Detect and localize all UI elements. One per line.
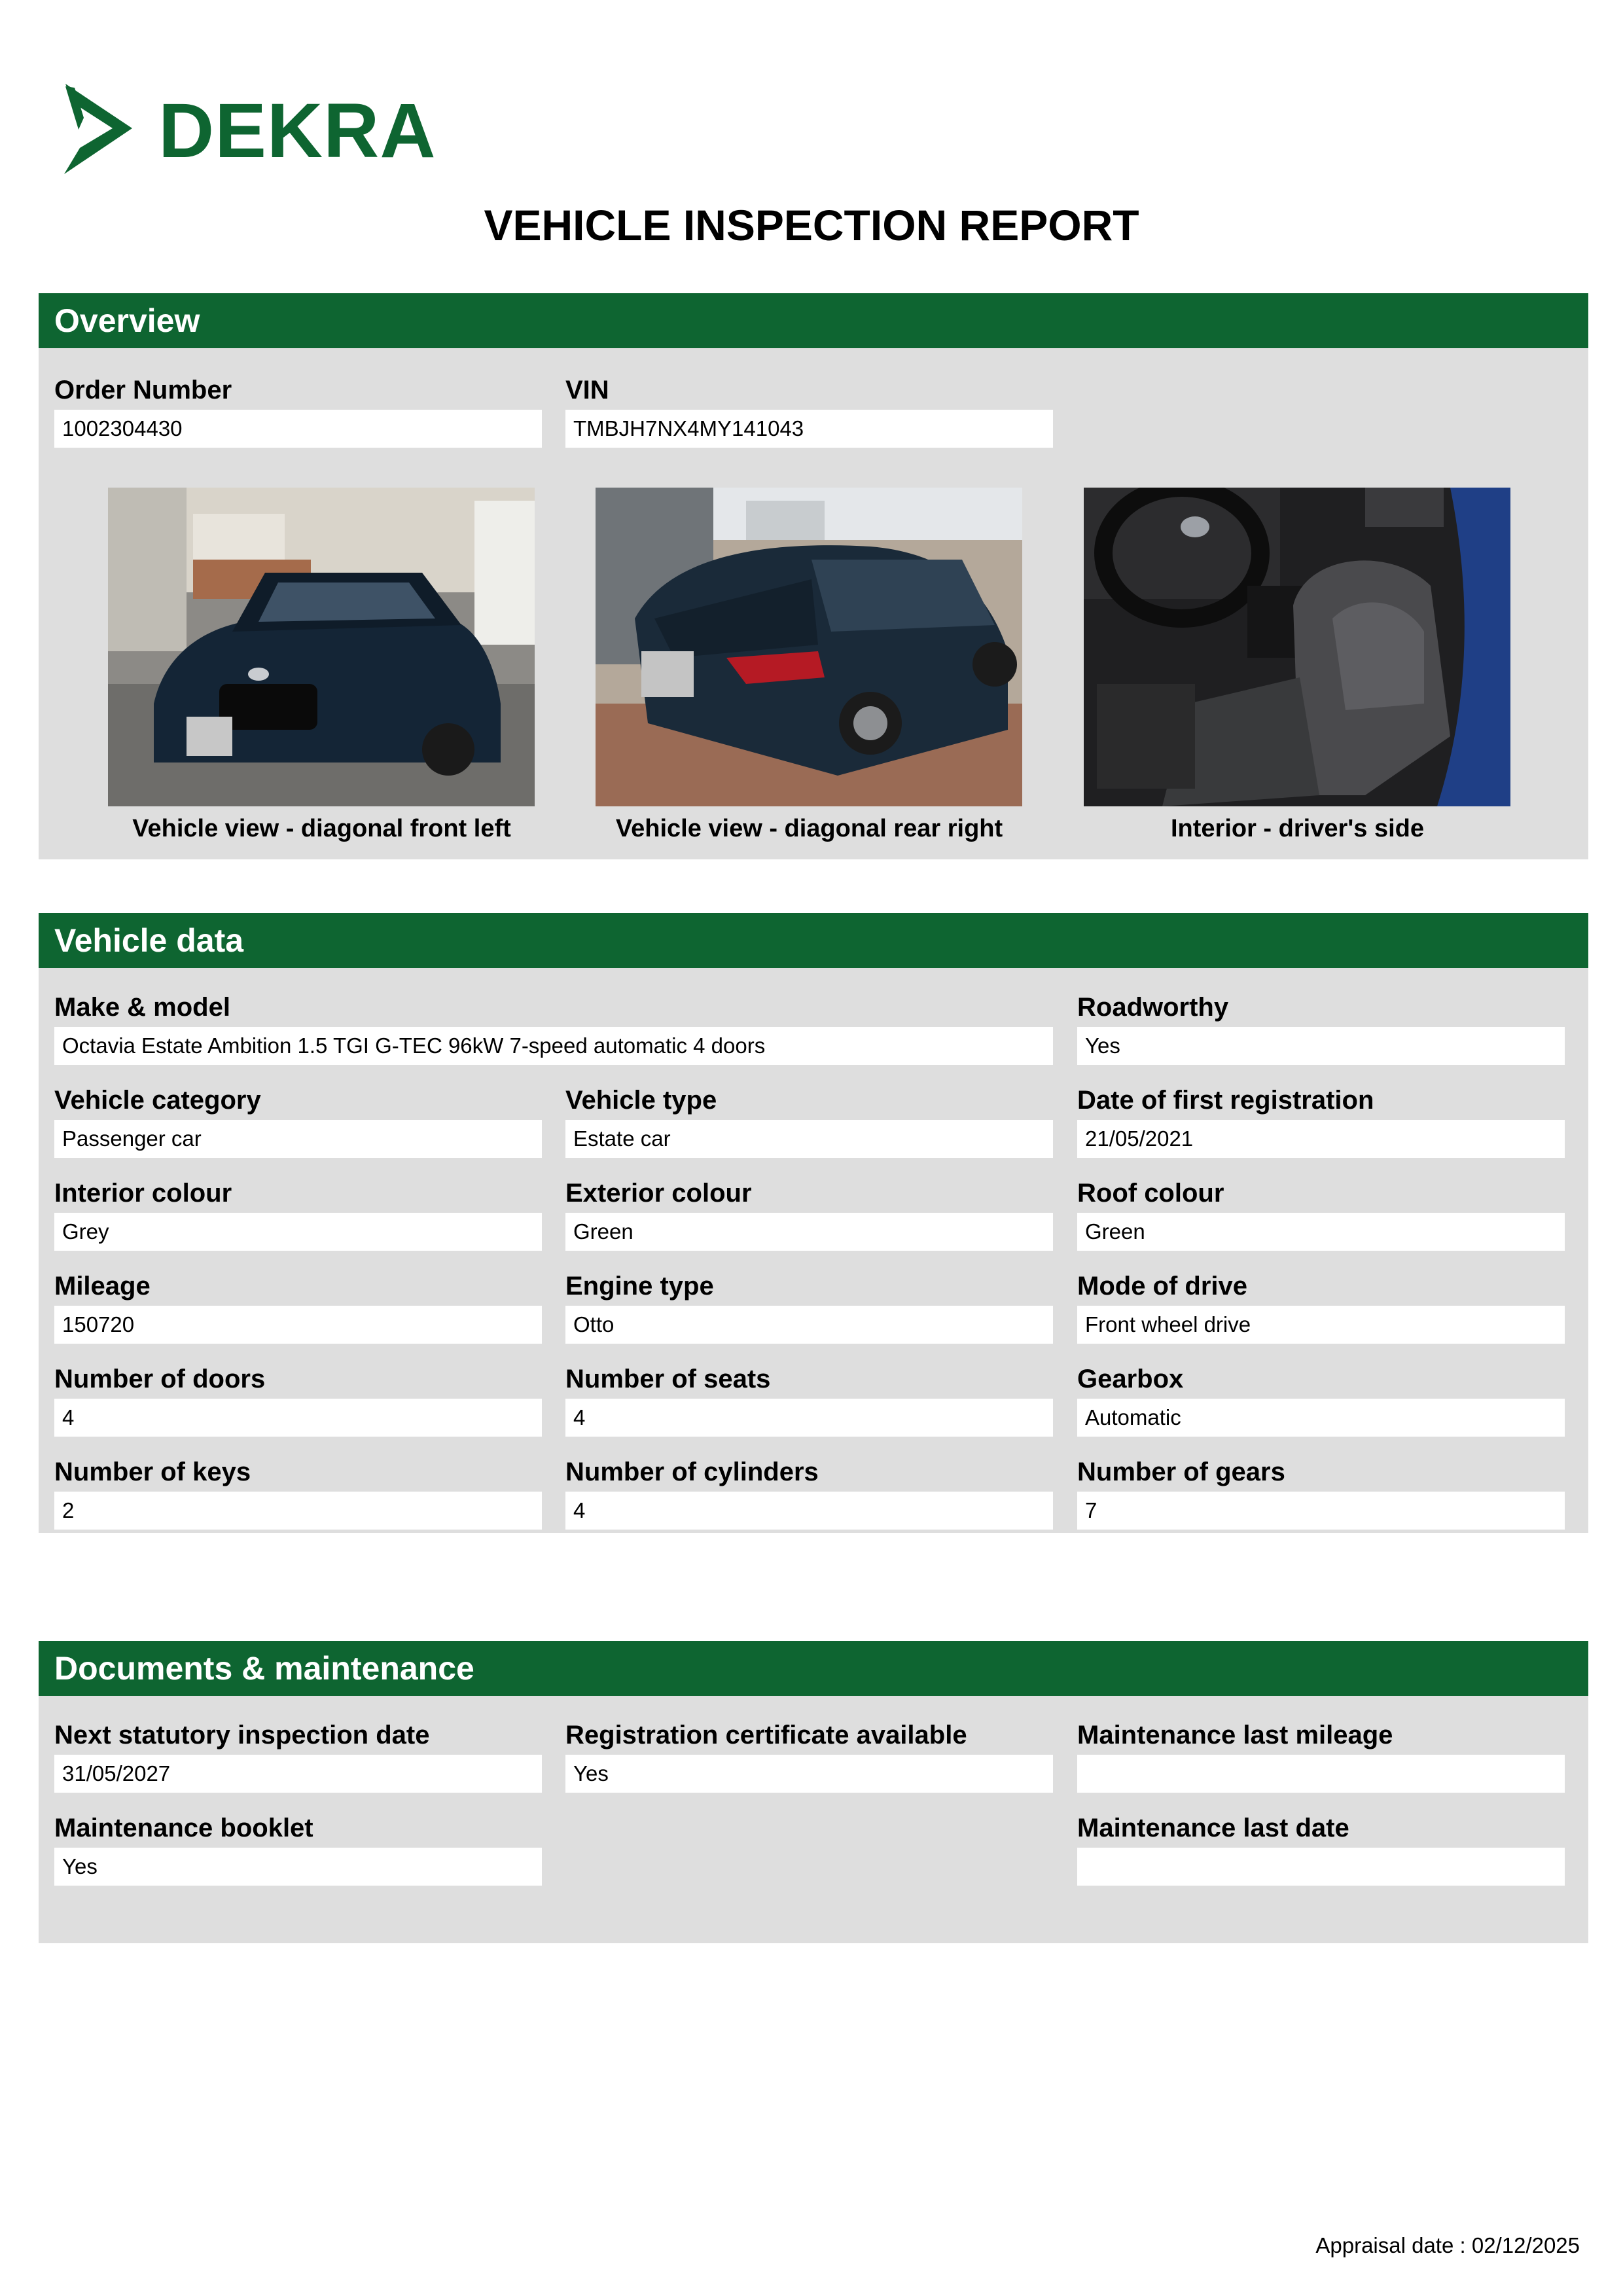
first-registration-label: Date of first registration — [1077, 1086, 1374, 1115]
number-of-gears-value: 7 — [1077, 1492, 1565, 1530]
roof-colour-label: Roof colour — [1077, 1179, 1224, 1208]
page-title: VEHICLE INSPECTION REPORT — [484, 201, 1139, 249]
number-of-seats-label: Number of seats — [565, 1365, 771, 1393]
number-of-doors-value: 4 — [54, 1399, 542, 1437]
maintenance-last-mileage-field — [1077, 1718, 1565, 1793]
photo-caption-front-left: Vehicle view - diagonal front left — [132, 815, 511, 842]
engine-type-label: Engine type — [565, 1272, 714, 1300]
number-of-doors-field — [54, 1362, 542, 1437]
documents-header: Documents & maintenance — [39, 1641, 1588, 1696]
exterior-colour-field — [565, 1176, 1053, 1251]
number-of-keys-label: Number of keys — [54, 1458, 251, 1486]
vin-label: VIN — [565, 376, 609, 404]
interior-colour-field — [54, 1176, 542, 1251]
number-of-keys-value: 2 — [54, 1492, 542, 1530]
number-of-seats-value: 4 — [565, 1399, 1053, 1437]
order-number-value: 1002304430 — [54, 410, 542, 448]
exterior-colour-value: Green — [565, 1213, 1053, 1251]
photo-caption-interior: Interior - driver's side — [1170, 815, 1425, 842]
brand-name: DEKRA — [158, 88, 437, 174]
number-of-gears-field — [1077, 1455, 1565, 1530]
number-of-seats-field — [565, 1362, 1053, 1437]
maintenance-last-date-label: Maintenance last date — [1077, 1814, 1349, 1842]
appraisal-date: Appraisal date : 02/12/2025 — [1315, 2233, 1580, 2257]
maintenance-last-date-field — [1077, 1811, 1565, 1886]
next-inspection-label: Next statutory inspection date — [54, 1721, 430, 1749]
number-of-gears-label: Number of gears — [1077, 1458, 1285, 1486]
gearbox-label: Gearbox — [1077, 1365, 1184, 1393]
number-of-doors-label: Number of doors — [54, 1365, 266, 1393]
vehicle-photo-front-left[interactable] — [108, 488, 535, 806]
vin-value: TMBJH7NX4MY141043 — [565, 410, 1053, 448]
first-registration-value: 21/05/2021 — [1077, 1120, 1565, 1158]
mode-of-drive-field — [1077, 1269, 1565, 1344]
registration-certificate-label: Registration certificate available — [565, 1721, 967, 1749]
maintenance-last-mileage-label: Maintenance last mileage — [1077, 1721, 1393, 1749]
mileage-value: 150720 — [54, 1306, 542, 1344]
maintenance-booklet-field — [54, 1811, 542, 1886]
vehicle-category-field — [54, 1083, 542, 1158]
mileage-field — [54, 1269, 542, 1344]
order-number-field — [54, 373, 542, 448]
roof-colour-field — [1077, 1176, 1565, 1251]
registration-certificate-field — [565, 1718, 1053, 1793]
interior-photo-driver-side[interactable] — [1084, 488, 1510, 806]
maintenance-booklet-label: Maintenance booklet — [54, 1814, 313, 1842]
mileage-label: Mileage — [54, 1272, 151, 1300]
mode-of-drive-label: Mode of drive — [1077, 1272, 1248, 1300]
roadworthy-label: Roadworthy — [1077, 993, 1229, 1022]
next-inspection-value: 31/05/2027 — [54, 1755, 542, 1793]
number-of-cylinders-field — [565, 1455, 1053, 1530]
documents-section — [39, 1641, 1588, 1943]
vehicle-category-value: Passenger car — [54, 1120, 542, 1158]
mode-of-drive-value: Front wheel drive — [1077, 1306, 1565, 1344]
gearbox-field — [1077, 1362, 1565, 1437]
exterior-colour-label: Exterior colour — [565, 1179, 752, 1208]
roadworthy-field — [1077, 990, 1565, 1065]
roadworthy-value: Yes — [1077, 1027, 1565, 1065]
engine-type-value: Otto — [565, 1306, 1053, 1344]
maintenance-last-date-value — [1077, 1848, 1565, 1886]
order-number-label: Order Number — [54, 376, 232, 404]
gearbox-value: Automatic — [1077, 1399, 1565, 1437]
number-of-cylinders-label: Number of cylinders — [565, 1458, 819, 1486]
overview-section — [39, 293, 1588, 859]
next-inspection-field — [54, 1718, 542, 1793]
make-model-value: Octavia Estate Ambition 1.5 TGI G-TEC 96kW 7-speed automatic 4 doors — [54, 1027, 1053, 1065]
vehicle-type-field — [565, 1083, 1053, 1158]
maintenance-booklet-value: Yes — [54, 1848, 542, 1886]
dekra-logo — [60, 84, 437, 178]
vehicle-category-label: Vehicle category — [54, 1086, 261, 1115]
maintenance-last-mileage-value — [1077, 1755, 1565, 1793]
number-of-keys-field — [54, 1455, 542, 1530]
vehicle-type-value: Estate car — [565, 1120, 1053, 1158]
engine-type-field — [565, 1269, 1053, 1344]
make-model-label: Make & model — [54, 993, 230, 1022]
vehicle-photo-rear-right[interactable] — [596, 488, 1022, 806]
vin-field — [565, 373, 1053, 448]
vehicle-data-header: Vehicle data — [39, 913, 1588, 968]
vehicle-type-label: Vehicle type — [565, 1086, 717, 1115]
interior-colour-value: Grey — [54, 1213, 542, 1251]
vehicle-data-section — [39, 913, 1588, 1533]
make-model-field — [54, 990, 1053, 1065]
number-of-cylinders-value: 4 — [565, 1492, 1053, 1530]
photo-caption-rear-right: Vehicle view - diagonal rear right — [615, 815, 1003, 842]
first-registration-field — [1077, 1083, 1565, 1158]
roof-colour-value: Green — [1077, 1213, 1565, 1251]
overview-header: Overview — [39, 293, 1588, 348]
interior-colour-label: Interior colour — [54, 1179, 232, 1208]
registration-certificate-value: Yes — [565, 1755, 1053, 1793]
